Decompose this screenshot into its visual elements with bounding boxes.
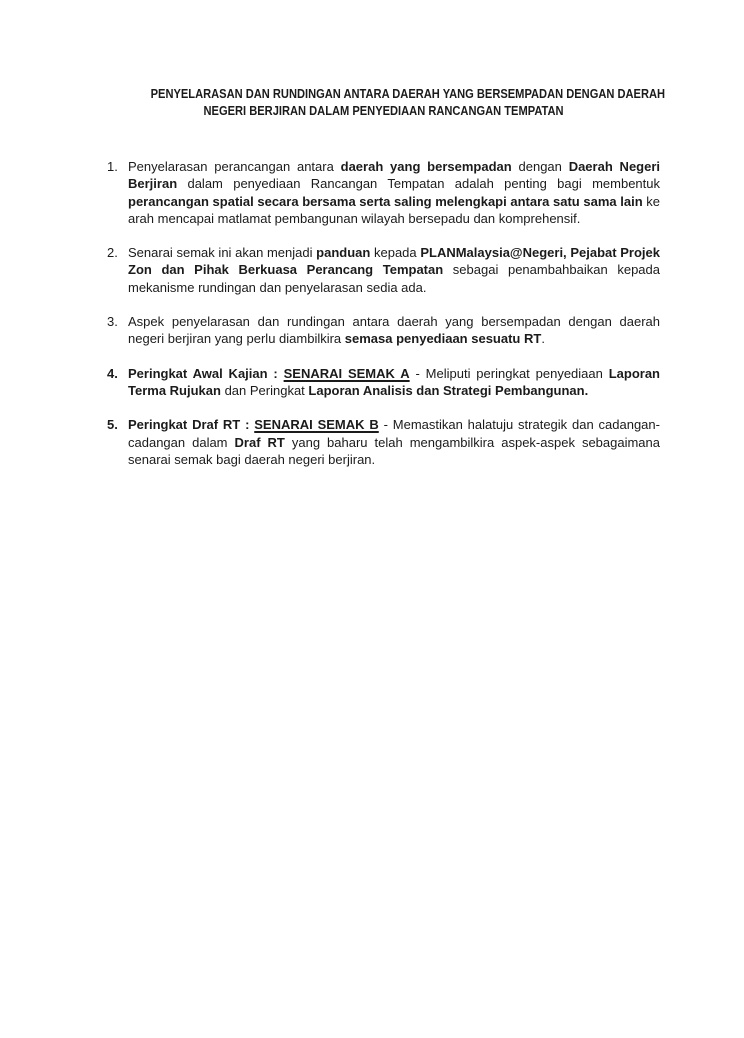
- item-number: 4.: [107, 365, 118, 381]
- title-line-2: NEGERI BERJIRAN DALAM PENYEDIAAN RANCANGAN TEMPATAN: [203, 103, 564, 118]
- text-segment: :: [240, 417, 255, 433]
- text-segment: Senarai semak ini akan menjadi: [128, 245, 317, 261]
- text-segment: PLANMalaysia@Negeri, Pejabat Projek Zon dan Pihak Berkuasa Perancang Tempatan: [128, 245, 660, 278]
- item-text: [128, 416, 660, 468]
- text-segment: Peringkat Draf RT: [128, 417, 241, 433]
- text-segment: ke arah mencapai matlamat pembangunan wilayah bersepadu dan komprehensif.: [128, 193, 660, 226]
- item-number: 2.: [107, 245, 118, 261]
- text-segment: dalam penyediaan Rancangan Tempatan adalah penting bagi membentuk: [177, 176, 660, 192]
- list-item: [107, 244, 660, 296]
- text-segment: semasa penyediaan sesuatu RT: [344, 331, 542, 347]
- text-segment: Laporan Analisis dan Strategi Pembangunan.: [308, 382, 589, 398]
- text-segment: - Meliputi peringkat penyediaan: [409, 365, 609, 381]
- text-segment: - Memastikan halatuju strategik dan cadangan-cadangan dalam: [128, 417, 660, 450]
- item-text: [128, 313, 660, 348]
- text-segment: sebagai penambahbaikan kepada mekanisme rundingan dan penyelarasan sedia ada.: [128, 262, 660, 295]
- text-segment: dan Peringkat: [220, 382, 309, 398]
- text-segment: SENARAI SEMAK B: [254, 417, 379, 433]
- list-item: [107, 416, 660, 468]
- item-text: [128, 244, 660, 296]
- text-segment: perancangan spatial secara bersama serta saling melengkapi antara satu sama lain: [128, 193, 643, 209]
- text-segment: daerah yang bersempadan: [340, 159, 512, 174]
- text-segment: Laporan Terma Rujukan: [128, 365, 661, 398]
- text-segment: Penyelarasan perancangan antara: [128, 159, 341, 174]
- list-item: [107, 365, 660, 400]
- text-segment: panduan: [316, 245, 371, 261]
- text-segment: Peringkat Awal Kajian: [128, 365, 268, 381]
- text-segment: kepada: [370, 245, 421, 261]
- document-title: [107, 85, 666, 119]
- numbered-list: [107, 158, 660, 468]
- text-segment: Daerah Negeri Berjiran: [128, 159, 661, 192]
- text-segment: Aspek penyelarasan dan rundingan antara daerah yang bersempadan dengan daerah negeri berjiran yang perlu diambilkira: [128, 314, 660, 347]
- text-segment: .: [541, 331, 545, 347]
- list-item: [107, 158, 660, 227]
- title-line-1: PENYELARASAN DAN RUNDINGAN ANTARA DAERAH YANG BERSEMPADAN DENGAN DAERAH: [150, 86, 666, 101]
- item-number: 5.: [107, 417, 118, 433]
- item-number: 3.: [107, 314, 118, 330]
- list-item: [107, 313, 660, 348]
- item-text: [128, 365, 660, 400]
- text-segment: SENARAI SEMAK A: [283, 365, 410, 381]
- text-segment: yang baharu telah mengambilkira aspek-aspek sebagaimana senarai semak bagi daerah negeri berjiran.: [128, 434, 660, 467]
- text-segment: Draf RT: [234, 434, 285, 450]
- text-segment: dengan: [511, 159, 569, 174]
- item-text: [128, 158, 660, 227]
- item-number: 1.: [107, 159, 118, 174]
- text-segment: :: [267, 365, 284, 381]
